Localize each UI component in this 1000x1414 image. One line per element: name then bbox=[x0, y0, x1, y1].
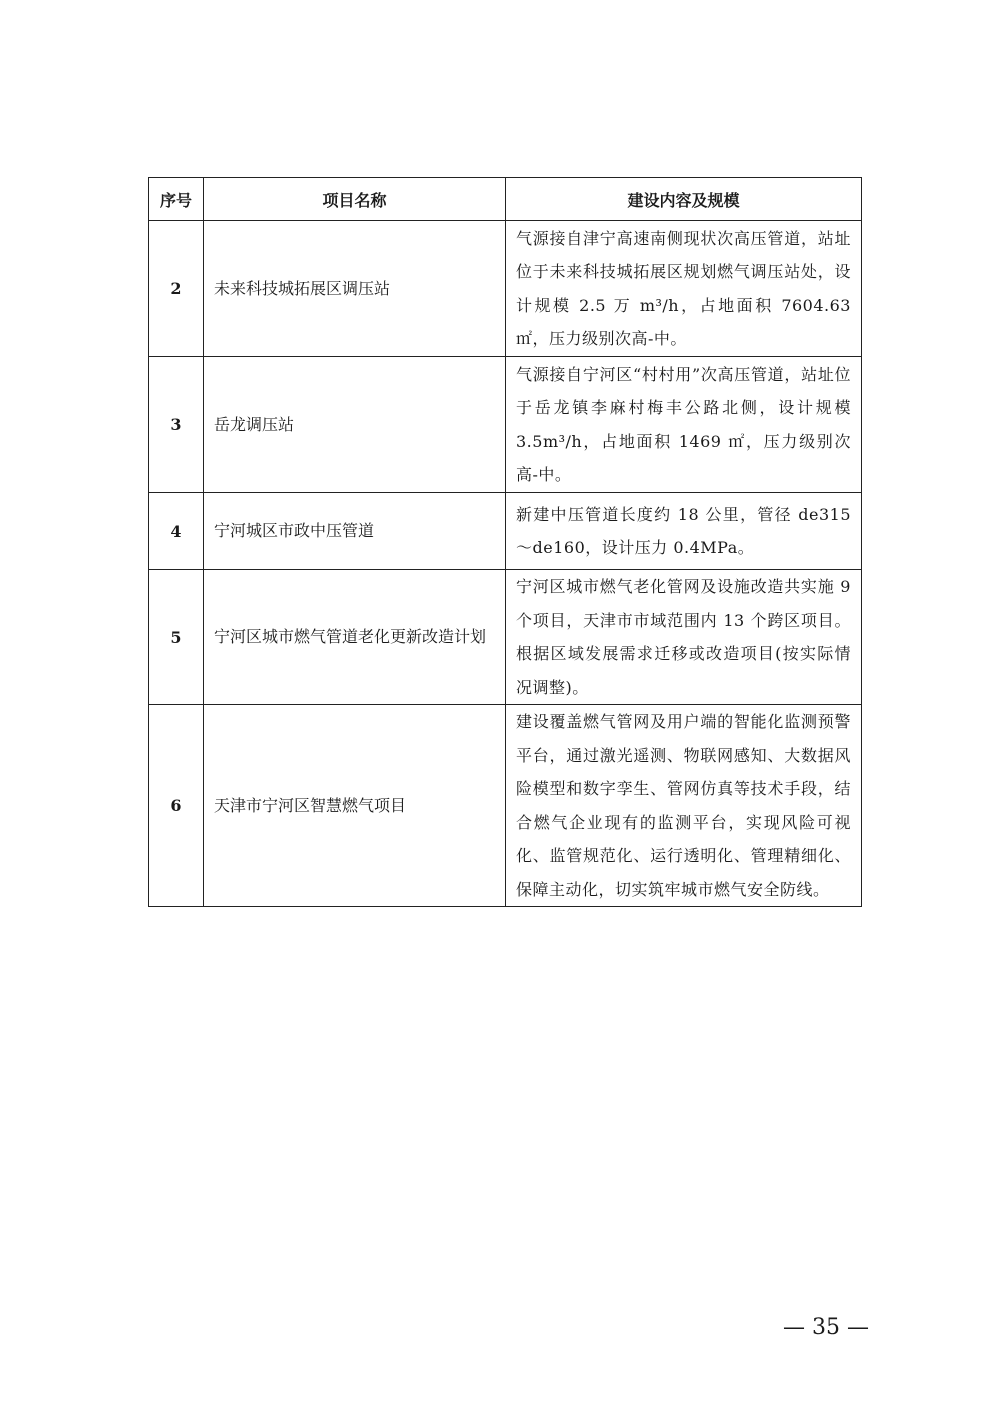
table-row bbox=[149, 357, 862, 493]
row-serial-number: 5 bbox=[149, 570, 204, 705]
row-construction-content: 建设覆盖燃气管网及用户端的智能化监测预警平台，通过激光遥测、物联网感知、大数据风险模型和数字孪生、管网仿真等技术手段，结合燃气企业现有的监测平台，实现风险可视化、监管规范化、运行透明化、管理精细化、保障主动化，切实筑牢城市燃气安全防线。 bbox=[506, 705, 862, 907]
header-project-name: 项目名称 bbox=[204, 178, 506, 221]
table-row bbox=[149, 570, 862, 705]
row-project-name: 宁河区城市燃气管道老化更新改造计划 bbox=[204, 570, 506, 705]
row-serial-number: 4 bbox=[149, 493, 204, 570]
row-serial-number: 6 bbox=[149, 705, 204, 907]
header-construction-content: 建设内容及规模 bbox=[506, 178, 862, 221]
row-construction-content: 气源接自津宁高速南侧现状次高压管道，站址位于未来科技城拓展区规划燃气调压站处，设计规模 2.5 万 m³/h，占地面积 7604.63 ㎡，压力级别次高-中。 bbox=[506, 221, 862, 357]
row-project-name: 未来科技城拓展区调压站 bbox=[204, 221, 506, 357]
table-row bbox=[149, 221, 862, 357]
row-project-name: 宁河城区市政中压管道 bbox=[204, 493, 506, 570]
row-project-name: 岳龙调压站 bbox=[204, 357, 506, 493]
row-construction-content: 新建中压管道长度约 18 公里，管径 de315～de160，设计压力 0.4MPa。 bbox=[506, 493, 862, 570]
header-serial-number: 序号 bbox=[149, 178, 204, 221]
table-row bbox=[149, 493, 862, 570]
row-construction-content: 宁河区城市燃气老化管网及设施改造共实施 9 个项目，天津市市域范围内 13 个跨区项目。根据区域发展需求迁移或改造项目(按实际情况调整)。 bbox=[506, 570, 862, 705]
table-header-row bbox=[149, 178, 862, 221]
page-number: — 35 — bbox=[783, 1315, 869, 1340]
row-serial-number: 3 bbox=[149, 357, 204, 493]
project-table bbox=[148, 177, 862, 907]
table-row bbox=[149, 705, 862, 907]
row-project-name: 天津市宁河区智慧燃气项目 bbox=[204, 705, 506, 907]
row-serial-number: 2 bbox=[149, 221, 204, 357]
row-construction-content: 气源接自宁河区“村村用”次高压管道，站址位于岳龙镇李麻村梅丰公路北侧，设计规模 3.5m³/h，占地面积 1469 ㎡，压力级别次高-中。 bbox=[506, 357, 862, 493]
